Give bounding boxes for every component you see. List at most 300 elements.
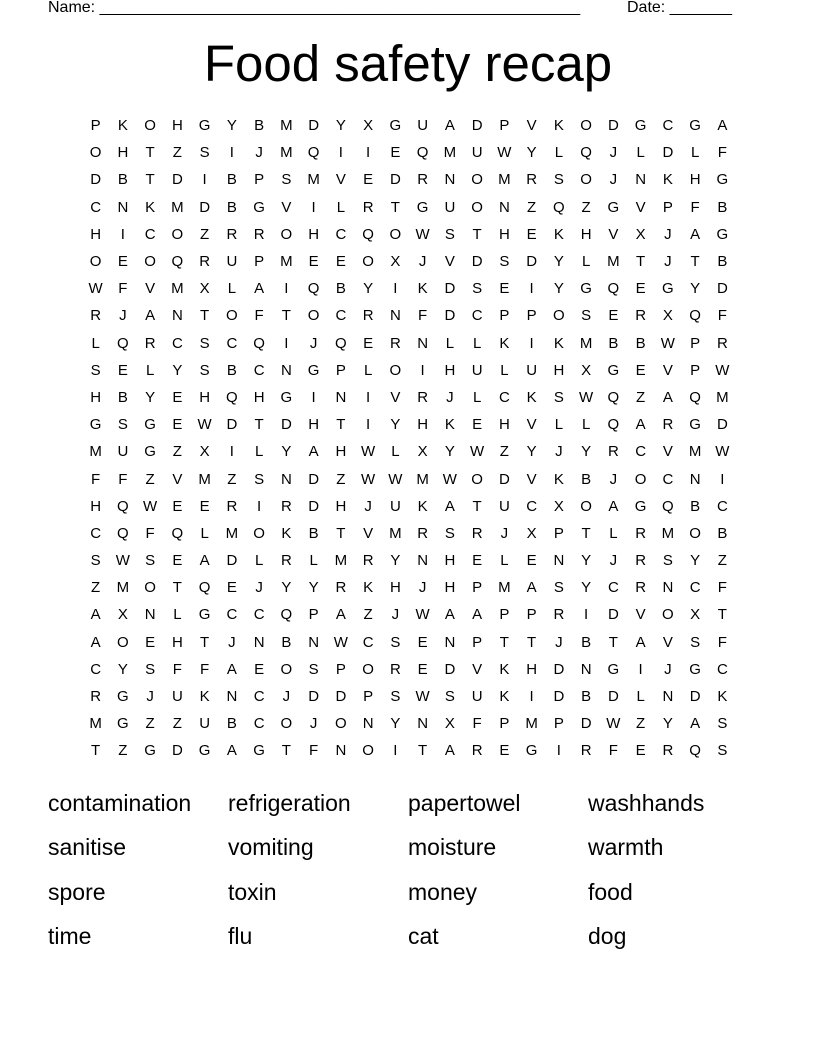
grid-letter[interactable]: Z — [145, 715, 155, 733]
grid-letter[interactable]: P — [499, 606, 510, 624]
grid-letter[interactable]: I — [366, 416, 371, 434]
grid-letter[interactable]: I — [229, 144, 234, 162]
grid-letter[interactable]: T — [200, 307, 210, 325]
grid-letter[interactable]: Q — [689, 388, 701, 406]
grid-letter[interactable]: T — [636, 253, 646, 271]
grid-letter[interactable]: Z — [91, 579, 101, 597]
grid-letter[interactable]: C — [253, 688, 265, 706]
grid-letter[interactable]: L — [336, 198, 346, 216]
grid-letter[interactable]: I — [720, 470, 725, 488]
grid-letter[interactable]: O — [580, 497, 592, 515]
grid-letter[interactable]: M — [280, 144, 293, 162]
grid-letter[interactable]: R — [417, 171, 429, 189]
grid-letter[interactable]: E — [172, 497, 183, 515]
grid-letter[interactable]: U — [199, 715, 211, 733]
grid-letter[interactable]: Z — [363, 606, 373, 624]
grid-letter[interactable]: Z — [499, 443, 509, 461]
grid-letter[interactable]: Z — [118, 742, 128, 760]
grid-letter[interactable]: D — [389, 171, 401, 189]
grid-letter[interactable]: Q — [607, 416, 620, 434]
date-field[interactable]: Date: _______ — [627, 0, 732, 16]
grid-letter[interactable]: N — [362, 715, 374, 733]
grid-letter[interactable]: V — [608, 225, 619, 243]
grid-letter[interactable]: H — [389, 579, 401, 597]
grid-letter[interactable]: Q — [117, 524, 129, 542]
grid-letter[interactable]: F — [717, 633, 727, 651]
grid-letter[interactable]: P — [553, 715, 564, 733]
grid-letter[interactable]: R — [362, 307, 374, 325]
grid-letter[interactable]: Y — [390, 416, 401, 434]
grid-letter[interactable]: D — [280, 416, 292, 434]
grid-letter[interactable]: K — [553, 470, 564, 488]
grid-letter[interactable]: P — [363, 688, 374, 706]
grid-letter[interactable]: I — [556, 742, 561, 760]
grid-letter[interactable]: M — [716, 388, 729, 406]
grid-letter[interactable]: Y — [226, 117, 237, 135]
grid-letter[interactable]: E — [499, 742, 510, 760]
grid-letter[interactable]: D — [308, 470, 320, 488]
grid-letter[interactable]: N — [253, 633, 265, 651]
grid-letter[interactable]: W — [415, 606, 430, 624]
grid-letter[interactable]: H — [417, 416, 429, 434]
grid-letter[interactable]: J — [255, 144, 263, 162]
grid-letter[interactable]: A — [444, 117, 455, 135]
grid-letter[interactable]: C — [689, 579, 701, 597]
grid-letter[interactable]: G — [662, 280, 674, 298]
grid-letter[interactable]: C — [662, 117, 674, 135]
grid-letter[interactable]: D — [607, 688, 619, 706]
grid-letter[interactable]: R — [471, 524, 483, 542]
grid-letter[interactable]: J — [609, 144, 618, 162]
grid-letter[interactable]: A — [254, 280, 265, 298]
grid-letter[interactable]: M — [416, 470, 429, 488]
grid-letter[interactable]: D — [471, 117, 483, 135]
grid-letter[interactable]: V — [635, 606, 646, 624]
grid-letter[interactable]: V — [662, 443, 673, 461]
grid-letter[interactable]: S — [553, 388, 564, 406]
grid-letter[interactable]: Y — [581, 579, 592, 597]
grid-letter[interactable]: D — [308, 688, 320, 706]
grid-letter[interactable]: Z — [145, 470, 155, 488]
grid-letter[interactable]: L — [200, 524, 209, 542]
grid-letter[interactable]: H — [253, 388, 265, 406]
grid-letter[interactable]: O — [471, 198, 483, 216]
grid-letter[interactable]: E — [172, 416, 183, 434]
grid-letter[interactable]: N — [444, 171, 456, 189]
grid-letter[interactable]: K — [553, 117, 564, 135]
grid-letter[interactable]: G — [689, 660, 701, 678]
grid-letter[interactable]: C — [171, 334, 183, 352]
grid-letter[interactable]: J — [282, 688, 291, 706]
grid-letter[interactable]: W — [415, 688, 430, 706]
grid-letter[interactable]: I — [202, 171, 207, 189]
grid-letter[interactable]: G — [607, 361, 620, 379]
grid-letter[interactable]: A — [635, 416, 646, 434]
grid-letter[interactable]: Q — [689, 742, 701, 760]
grid-letter[interactable]: Q — [553, 198, 565, 216]
grid-letter[interactable]: S — [662, 552, 673, 570]
grid-letter[interactable]: L — [581, 416, 591, 434]
grid-letter[interactable]: M — [525, 715, 538, 733]
grid-letter[interactable]: O — [144, 579, 156, 597]
grid-letter[interactable]: R — [526, 171, 538, 189]
grid-letter[interactable]: P — [526, 606, 537, 624]
grid-letter[interactable]: C — [90, 198, 102, 216]
grid-letter[interactable]: Q — [307, 144, 320, 162]
grid-letter[interactable]: Q — [117, 334, 129, 352]
grid-letter[interactable]: L — [472, 388, 482, 406]
grid-letter[interactable]: B — [717, 198, 728, 216]
grid-letter[interactable]: R — [144, 334, 156, 352]
grid-letter[interactable]: L — [309, 552, 318, 570]
grid-letter[interactable]: G — [117, 688, 129, 706]
grid-letter[interactable]: K — [117, 117, 128, 135]
grid-letter[interactable]: Z — [636, 715, 646, 733]
grid-letter[interactable]: E — [472, 416, 483, 434]
grid-letter[interactable]: H — [498, 225, 510, 243]
grid-letter[interactable]: N — [144, 606, 156, 624]
grid-letter[interactable]: U — [117, 443, 129, 461]
grid-letter[interactable]: E — [472, 552, 483, 570]
grid-letter[interactable]: A — [472, 606, 483, 624]
grid-letter[interactable]: H — [308, 416, 320, 434]
grid-letter[interactable]: A — [226, 742, 237, 760]
grid-letter[interactable]: O — [580, 171, 592, 189]
grid-letter[interactable]: S — [308, 660, 319, 678]
grid-letter[interactable]: Q — [362, 225, 374, 243]
grid-letter[interactable]: D — [171, 742, 183, 760]
grid-letter[interactable]: A — [444, 497, 455, 515]
grid-letter[interactable]: R — [635, 524, 647, 542]
grid-letter[interactable]: E — [226, 579, 237, 597]
grid-letter[interactable]: W — [442, 470, 457, 488]
grid-letter[interactable]: L — [500, 361, 509, 379]
grid-letter[interactable]: L — [472, 334, 482, 352]
grid-letter[interactable]: K — [499, 334, 510, 352]
grid-letter[interactable]: H — [526, 660, 538, 678]
grid-letter[interactable]: B — [581, 688, 592, 706]
grid-letter[interactable]: W — [197, 416, 212, 434]
grid-letter[interactable]: I — [311, 198, 316, 216]
grid-letter[interactable]: Y — [662, 715, 673, 733]
grid-letter[interactable]: C — [716, 660, 728, 678]
grid-letter[interactable]: E — [172, 552, 183, 570]
grid-letter[interactable]: I — [284, 334, 289, 352]
grid-letter[interactable]: R — [635, 579, 647, 597]
grid-letter[interactable]: C — [335, 225, 347, 243]
grid-letter[interactable]: W — [606, 715, 621, 733]
grid-letter[interactable]: Y — [690, 552, 701, 570]
grid-letter[interactable]: V — [363, 524, 374, 542]
grid-letter[interactable]: W — [660, 334, 675, 352]
grid-letter[interactable]: W — [715, 361, 730, 379]
grid-letter[interactable]: K — [363, 579, 374, 597]
grid-letter[interactable]: J — [555, 443, 563, 461]
grid-letter[interactable]: P — [690, 361, 701, 379]
grid-letter[interactable]: I — [120, 225, 125, 243]
grid-letter[interactable]: I — [529, 688, 534, 706]
grid-letter[interactable]: Z — [336, 470, 346, 488]
grid-letter[interactable]: B — [581, 633, 592, 651]
grid-letter[interactable]: D — [471, 253, 483, 271]
grid-letter[interactable]: H — [498, 416, 510, 434]
grid-letter[interactable]: H — [90, 497, 102, 515]
grid-letter[interactable]: N — [498, 198, 510, 216]
grid-letter[interactable]: B — [226, 361, 237, 379]
grid-letter[interactable]: N — [335, 388, 347, 406]
grid-letter[interactable]: H — [553, 361, 565, 379]
grid-letter[interactable]: C — [362, 633, 374, 651]
grid-letter[interactable]: C — [498, 388, 510, 406]
grid-letter[interactable]: M — [171, 198, 184, 216]
grid-letter[interactable]: K — [553, 334, 564, 352]
grid-letter[interactable]: G — [307, 361, 320, 379]
grid-letter[interactable]: R — [280, 552, 292, 570]
grid-letter[interactable]: O — [171, 225, 184, 243]
grid-letter[interactable]: J — [664, 660, 672, 678]
grid-letter[interactable]: G — [634, 497, 647, 515]
grid-letter[interactable]: H — [90, 388, 102, 406]
grid-letter[interactable]: P — [472, 633, 483, 651]
grid-letter[interactable]: O — [280, 660, 293, 678]
grid-letter[interactable]: G — [198, 117, 211, 135]
grid-letter[interactable]: M — [389, 524, 402, 542]
grid-letter[interactable]: Q — [198, 579, 211, 597]
grid-letter[interactable]: S — [717, 715, 728, 733]
grid-letter[interactable]: I — [584, 606, 589, 624]
grid-letter[interactable]: A — [444, 742, 455, 760]
grid-letter[interactable]: M — [89, 443, 102, 461]
grid-letter[interactable]: P — [254, 171, 265, 189]
grid-letter[interactable]: A — [226, 660, 237, 678]
grid-letter[interactable]: O — [580, 117, 592, 135]
grid-letter[interactable]: V — [172, 470, 183, 488]
grid-letter[interactable]: P — [690, 334, 701, 352]
grid-letter[interactable]: A — [608, 497, 619, 515]
grid-letter[interactable]: M — [688, 443, 702, 461]
grid-letter[interactable]: T — [145, 171, 155, 189]
grid-letter[interactable]: E — [635, 742, 646, 760]
grid-letter[interactable]: V — [662, 361, 673, 379]
grid-letter[interactable]: N — [689, 470, 701, 488]
grid-letter[interactable]: A — [635, 633, 646, 651]
grid-letter[interactable]: R — [90, 307, 102, 325]
grid-letter[interactable]: Z — [172, 715, 182, 733]
grid-letter[interactable]: O — [335, 715, 347, 733]
grid-letter[interactable]: V — [390, 388, 401, 406]
grid-letter[interactable]: Q — [416, 144, 429, 162]
grid-letter[interactable]: G — [689, 416, 701, 434]
grid-letter[interactable]: C — [226, 606, 238, 624]
grid-letter[interactable]: S — [254, 470, 265, 488]
grid-letter[interactable]: R — [553, 606, 565, 624]
grid-letter[interactable]: Q — [253, 334, 265, 352]
grid-letter[interactable]: V — [526, 470, 537, 488]
grid-letter[interactable]: W — [497, 144, 512, 162]
grid-letter[interactable]: D — [171, 171, 183, 189]
grid-letter[interactable]: Q — [607, 388, 620, 406]
grid-letter[interactable]: R — [662, 416, 674, 434]
grid-letter[interactable]: P — [499, 117, 510, 135]
grid-letter[interactable]: F — [91, 470, 101, 488]
grid-letter[interactable]: K — [717, 688, 728, 706]
grid-letter[interactable]: R — [662, 742, 674, 760]
grid-letter[interactable]: S — [717, 742, 728, 760]
grid-letter[interactable]: L — [581, 253, 591, 271]
grid-letter[interactable]: O — [471, 470, 483, 488]
grid-letter[interactable]: A — [199, 552, 210, 570]
grid-letter[interactable]: P — [90, 117, 101, 135]
grid-letter[interactable]: W — [143, 497, 158, 515]
grid-letter[interactable]: D — [716, 280, 728, 298]
grid-letter[interactable]: P — [553, 524, 564, 542]
grid-letter[interactable]: L — [391, 443, 400, 461]
grid-letter[interactable]: T — [390, 198, 400, 216]
grid-letter[interactable]: T — [527, 633, 537, 651]
grid-letter[interactable]: R — [199, 253, 211, 271]
grid-letter[interactable]: N — [444, 633, 456, 651]
grid-letter[interactable]: X — [199, 280, 210, 298]
grid-letter[interactable]: J — [609, 470, 618, 488]
grid-letter[interactable]: J — [255, 579, 263, 597]
grid-letter[interactable]: O — [362, 742, 374, 760]
grid-letter[interactable]: O — [389, 225, 402, 243]
grid-letter[interactable]: V — [635, 198, 646, 216]
grid-letter[interactable]: O — [362, 253, 374, 271]
grid-letter[interactable]: N — [580, 660, 592, 678]
grid-letter[interactable]: K — [199, 688, 210, 706]
grid-letter[interactable]: P — [472, 579, 483, 597]
grid-letter[interactable]: Y — [526, 443, 537, 461]
grid-letter[interactable]: M — [280, 253, 293, 271]
grid-letter[interactable]: I — [366, 144, 371, 162]
grid-letter[interactable]: P — [335, 361, 346, 379]
grid-letter[interactable]: G — [253, 742, 265, 760]
grid-letter[interactable]: T — [690, 253, 700, 271]
grid-letter[interactable]: B — [608, 334, 619, 352]
grid-letter[interactable]: P — [526, 307, 537, 325]
grid-letter[interactable]: Q — [171, 253, 184, 271]
grid-letter[interactable]: V — [444, 253, 455, 271]
grid-letter[interactable]: K — [417, 280, 428, 298]
grid-letter[interactable]: T — [200, 633, 210, 651]
grid-letter[interactable]: G — [280, 388, 293, 406]
grid-letter[interactable]: O — [280, 225, 293, 243]
grid-letter[interactable]: I — [638, 660, 643, 678]
grid-letter[interactable]: S — [145, 552, 156, 570]
grid-letter[interactable]: O — [89, 253, 102, 271]
grid-letter[interactable]: O — [226, 307, 238, 325]
grid-letter[interactable]: M — [198, 470, 211, 488]
grid-letter[interactable]: S — [390, 688, 401, 706]
grid-letter[interactable]: O — [389, 361, 402, 379]
grid-letter[interactable]: M — [334, 552, 348, 570]
grid-letter[interactable]: H — [199, 388, 211, 406]
grid-letter[interactable]: L — [554, 416, 564, 434]
grid-letter[interactable]: L — [254, 443, 264, 461]
grid-letter[interactable]: D — [498, 470, 510, 488]
grid-letter[interactable]: H — [444, 361, 456, 379]
grid-letter[interactable]: C — [662, 470, 674, 488]
grid-letter[interactable]: Q — [689, 307, 701, 325]
grid-letter[interactable]: N — [635, 171, 647, 189]
grid-letter[interactable]: D — [308, 497, 320, 515]
grid-letter[interactable]: E — [172, 388, 183, 406]
grid-letter[interactable]: M — [307, 171, 320, 189]
grid-letter[interactable]: R — [253, 225, 265, 243]
grid-letter[interactable]: J — [664, 225, 672, 243]
grid-letter[interactable]: G — [689, 117, 701, 135]
grid-letter[interactable]: G — [580, 280, 592, 298]
grid-letter[interactable]: B — [226, 715, 237, 733]
grid-letter[interactable]: Y — [526, 144, 537, 162]
grid-letter[interactable]: F — [118, 470, 128, 488]
grid-letter[interactable]: J — [309, 334, 318, 352]
grid-letter[interactable]: K — [145, 198, 156, 216]
grid-letter[interactable]: U — [498, 497, 510, 515]
grid-letter[interactable]: A — [662, 388, 673, 406]
grid-letter[interactable]: C — [253, 715, 265, 733]
grid-letter[interactable]: G — [389, 117, 402, 135]
grid-letter[interactable]: R — [635, 307, 647, 325]
grid-letter[interactable]: A — [690, 225, 701, 243]
grid-letter[interactable]: V — [145, 280, 156, 298]
grid-letter[interactable]: V — [335, 171, 346, 189]
grid-letter[interactable]: Z — [527, 198, 537, 216]
grid-letter[interactable]: R — [90, 688, 102, 706]
grid-letter[interactable]: L — [636, 144, 645, 162]
grid-letter[interactable]: G — [253, 198, 265, 216]
grid-letter[interactable]: F — [118, 280, 128, 298]
grid-letter[interactable]: K — [553, 225, 564, 243]
grid-letter[interactable]: R — [226, 497, 238, 515]
grid-letter[interactable]: H — [308, 225, 320, 243]
grid-letter[interactable]: V — [472, 660, 483, 678]
grid-letter[interactable]: C — [607, 579, 619, 597]
grid-letter[interactable]: R — [417, 388, 429, 406]
grid-letter[interactable]: K — [499, 660, 510, 678]
grid-letter[interactable]: S — [499, 253, 510, 271]
grid-letter[interactable]: E — [635, 280, 646, 298]
grid-letter[interactable]: Y — [281, 443, 292, 461]
grid-letter[interactable]: N — [417, 334, 429, 352]
grid-letter[interactable]: H — [171, 117, 183, 135]
grid-letter[interactable]: C — [471, 307, 483, 325]
grid-letter[interactable]: X — [526, 524, 537, 542]
grid-letter[interactable]: M — [579, 334, 593, 352]
grid-letter[interactable]: N — [553, 552, 565, 570]
grid-letter[interactable]: E — [417, 633, 428, 651]
grid-letter[interactable]: U — [471, 688, 483, 706]
word-search-grid[interactable] — [82, 112, 736, 765]
grid-letter[interactable]: D — [607, 117, 619, 135]
grid-letter[interactable]: G — [525, 742, 538, 760]
grid-letter[interactable]: Q — [662, 497, 674, 515]
grid-letter[interactable]: B — [717, 253, 728, 271]
grid-letter[interactable]: V — [526, 416, 537, 434]
grid-letter[interactable]: F — [608, 742, 618, 760]
grid-letter[interactable]: E — [499, 280, 510, 298]
grid-letter[interactable]: R — [607, 443, 619, 461]
grid-letter[interactable]: C — [253, 361, 265, 379]
grid-letter[interactable]: P — [499, 715, 510, 733]
grid-letter[interactable]: U — [526, 361, 538, 379]
grid-letter[interactable]: O — [634, 470, 647, 488]
grid-letter[interactable]: J — [391, 606, 400, 624]
grid-letter[interactable]: V — [281, 198, 292, 216]
grid-letter[interactable]: L — [445, 334, 455, 352]
grid-letter[interactable]: F — [172, 660, 182, 678]
